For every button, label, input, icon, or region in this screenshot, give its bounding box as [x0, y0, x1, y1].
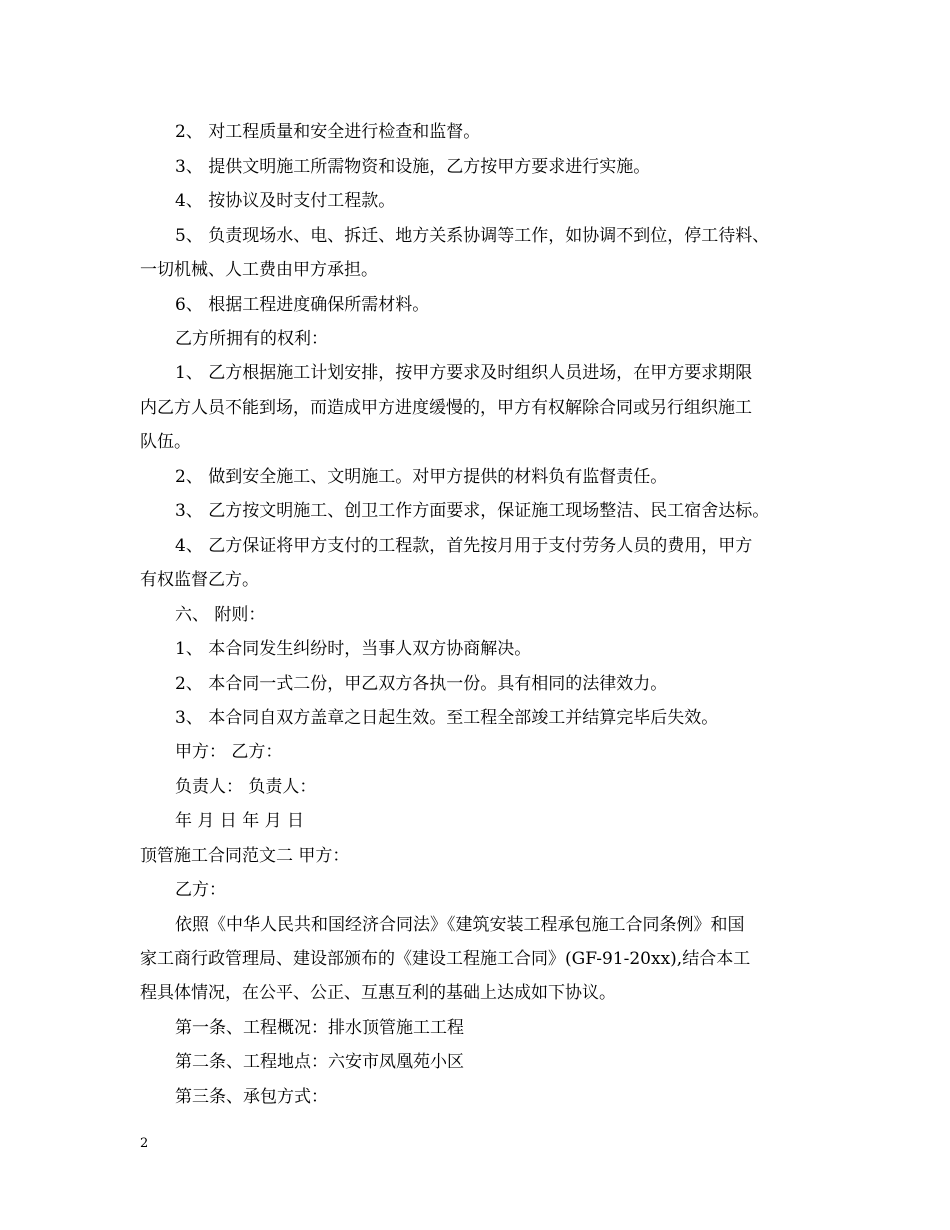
text-line: 程具体情况，在公平、公正、互惠互利的基础上达成如下协议。 [140, 983, 616, 1003]
text-line: 1、 乙方根据施工计划安排，按甲方要求及时组织人员进场，在甲方要求期限 [175, 363, 753, 383]
text-line: 乙方： [175, 880, 226, 900]
text-line: 第三条、承包方式： [175, 1087, 328, 1107]
text-line: 6、 根据工程进度确保所需材料。 [175, 295, 430, 315]
text-line: 队伍。 [140, 432, 191, 452]
text-line: 5、 负责现场水、电、拆迁、地方关系协调等工作，如协调不到位，停工待料、 [175, 226, 770, 246]
text-line: 4、 按协议及时支付工程款。 [175, 191, 396, 211]
signature-responsible-line: 负责人： 负责人： [175, 777, 317, 797]
text-line: 4、 乙方保证将甲方支付的工程款，首先按月用于支付劳务人员的费用，甲方 [175, 536, 753, 556]
text-line: 乙方所拥有的权利： [175, 329, 328, 349]
text-line: 一切机械、人工费由甲方承担。 [140, 260, 378, 280]
text-line: 3、 本合同自双方盖章之日起生效。至工程全部竣工并结算完毕后失效。 [175, 708, 719, 728]
text-line: 内乙方人员不能到场，而造成甲方进度缓慢的，甲方有权解除合同或另行组织施工 [140, 398, 752, 418]
page-number: 2 [140, 1136, 149, 1151]
text-line: 2、 对工程质量和安全进行检查和监督。 [175, 122, 481, 142]
text-line: 2、 本合同一式二份，甲乙双方各执一份。具有相同的法律效力。 [175, 674, 668, 694]
text-line: 2、 做到安全施工、文明施工。对甲方提供的材料负有监督责任。 [175, 467, 668, 487]
text-line: 1、 本合同发生纠纷时，当事人双方协商解决。 [175, 639, 532, 659]
section-heading: 六、 附则： [175, 605, 266, 625]
signature-date-line: 年 月 日 年 月 日 [175, 811, 305, 831]
text-line: 第二条、工程地点：六安市凤凰苑小区 [175, 1052, 464, 1072]
text-line: 有权监督乙方。 [140, 570, 259, 590]
text-line: 3、 乙方按文明施工、创卫工作方面要求，保证施工现场整洁、民工宿舍达标。 [175, 501, 770, 521]
document-title-line: 顶管施工合同范文二 甲方： [140, 846, 350, 866]
text-line: 第一条、工程概况：排水顶管施工工程 [175, 1018, 464, 1038]
signature-party-line: 甲方： 乙方： [175, 742, 283, 762]
text-line: 依照《中华人民共和国经济合同法》《建筑安装工程承包施工合同条例》和国 [175, 915, 745, 935]
text-line: 家工商行政管理局、建设部颁布的《建设工程施工合同》(GF-91-20xx),结合本工 [140, 949, 751, 969]
text-line: 3、 提供文明施工所需物资和设施，乙方按甲方要求进行实施。 [175, 157, 651, 177]
